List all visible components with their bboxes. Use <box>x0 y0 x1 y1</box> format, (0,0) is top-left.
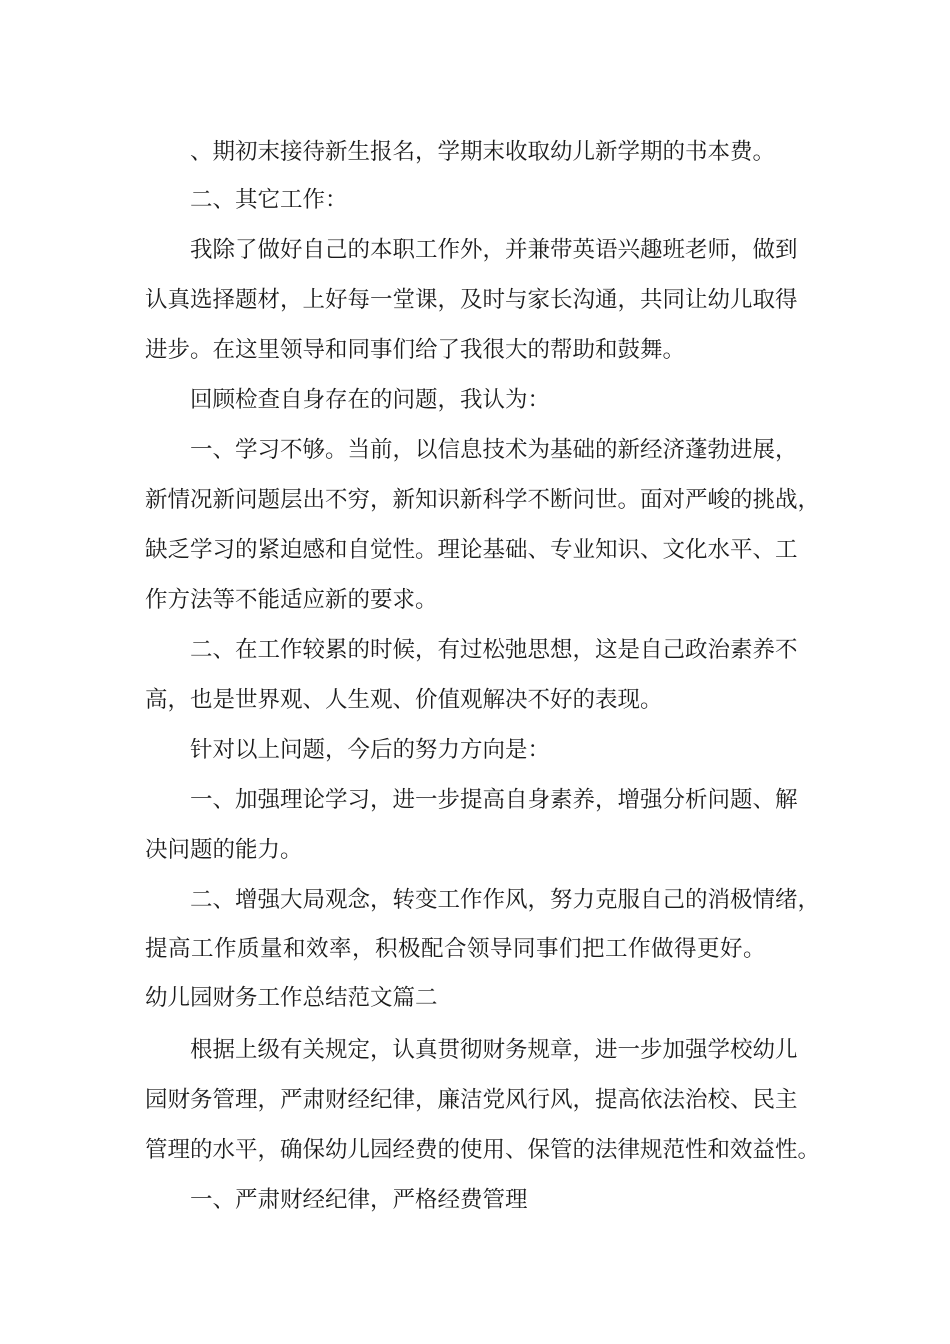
text-line-17: 提高工作质量和效率，积极配合领导同事们把工作做得更好。 <box>145 936 767 962</box>
text-line-9: 缺乏学习的紧迫感和自觉性。理论基础、专业知识、文化水平、工 <box>145 537 798 563</box>
text-line-14: 一、加强理论学习，进一步提高自身素养，增强分析问题、解 <box>190 787 798 813</box>
section-heading: 幼儿园财务工作总结范文篇二 <box>145 985 438 1011</box>
text-line-22: 一、严肃财经纪律，严格经费管理 <box>190 1187 528 1213</box>
text-line-11: 二、在工作较累的时候，有过松弛思想，这是自己政治素养不 <box>190 637 798 663</box>
text-line-16: 二、增强大局观念，转变工作作风，努力克服自己的消极情绪， <box>190 887 821 913</box>
text-line-19: 根据上级有关规定，认真贯彻财务规章，进一步加强学校幼儿 <box>190 1037 798 1063</box>
text-line-2: 二、其它工作： <box>190 187 348 213</box>
text-line-4: 认真选择题材，上好每一堂课，及时与家长沟通，共同让幼儿取得 <box>145 287 798 313</box>
text-line-10: 作方法等不能适应新的要求。 <box>145 587 438 613</box>
text-line-20: 园财务管理，严肃财经纪律，廉洁党风行风，提高依法治校、民主 <box>145 1087 798 1113</box>
text-line-3: 我除了做好自己的本职工作外，并兼带英语兴趣班老师，做到 <box>190 237 798 263</box>
text-line-15: 决问题的能力。 <box>145 837 303 863</box>
text-line-13: 针对以上问题，今后的努力方向是： <box>190 737 551 763</box>
text-line-1: 、期初末接待新生报名，学期末收取幼儿新学期的书本费。 <box>190 139 776 165</box>
text-line-8: 新情况新问题层出不穷，新知识新科学不断问世。面对严峻的挑战， <box>145 487 821 513</box>
text-line-5: 进步。在这里领导和同事们给了我很大的帮助和鼓舞。 <box>145 337 686 363</box>
text-line-12: 高，也是世界观、人生观、价值观解决不好的表现。 <box>145 687 663 713</box>
text-line-21: 管理的水平，确保幼儿园经费的使用、保管的法律规范性和效益性。 <box>145 1137 821 1163</box>
text-line-7: 一、学习不够。当前，以信息技术为基础的新经济蓬勃进展， <box>190 437 798 463</box>
text-line-6: 回顾检查自身存在的问题，我认为： <box>190 387 551 413</box>
